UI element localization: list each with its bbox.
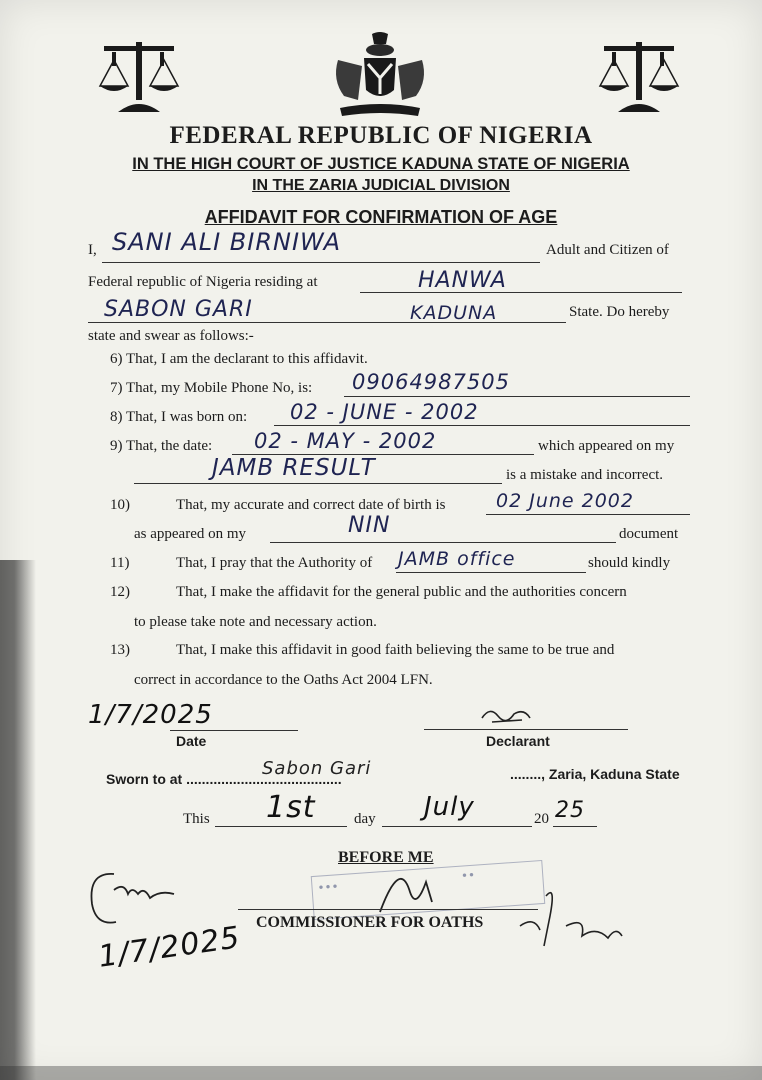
line-month: [382, 826, 532, 827]
clause-10-label: That, my accurate and correct date of birth is: [176, 497, 446, 513]
clause-8-label: 8) That, I was born on:: [110, 409, 248, 425]
handwritten-month: July: [424, 792, 475, 822]
line-commissioner: [238, 909, 538, 910]
handwritten-year: 25: [555, 798, 585, 823]
declarant-signature-icon: [478, 704, 538, 728]
handwritten-residence-1: HANWA: [418, 268, 507, 293]
line-declarant: [424, 729, 628, 730]
clause-10-document: document: [619, 526, 679, 542]
clause-9-appeared: which appeared on my: [538, 438, 675, 454]
clause-12-number: 12): [110, 584, 130, 600]
handwritten-name: SANI ALI BIRNIWA: [112, 228, 342, 256]
bottom-signature-icon: [84, 864, 180, 934]
handwritten-bottom-date: 1/7/2025: [96, 920, 243, 975]
line-correct-dob: [486, 514, 690, 515]
page-shadow-bottom: [0, 1066, 762, 1080]
label-commissioner: COMMISSIONER FOR OATHS: [256, 914, 484, 931]
label-adult-citizen: Adult and Citizen of: [546, 242, 669, 258]
clause-9-label: 9) That, the date:: [110, 438, 213, 454]
label-this: This: [183, 811, 210, 827]
coat-of-arms-icon: [328, 30, 432, 120]
label-sworn-to-at: Sworn to at ........................................: [106, 771, 342, 787]
scales-of-justice-icon: [98, 38, 180, 114]
commissioner-date-signature-icon: [516, 886, 626, 956]
line-born-on: [274, 425, 690, 426]
commissioner-signature-icon: [370, 862, 450, 922]
line-phone: [344, 396, 690, 397]
handwritten-correct-dob: 02 June 2002: [496, 490, 634, 512]
clause-11-number: 11): [110, 555, 130, 571]
handwritten-document: NIN: [348, 513, 391, 538]
scales-of-justice-icon: [598, 38, 680, 114]
handwritten-phone: 09064987505: [352, 370, 510, 394]
handwritten-authority: JAMB office: [398, 548, 516, 570]
label-state-swear: State. Do hereby: [569, 304, 670, 320]
heading-affidavit: AFFIDAVIT FOR CONFIRMATION OF AGE: [204, 207, 558, 227]
clause-13-cont: correct in accordance to the Oaths Act 2004 LFN.: [134, 672, 433, 688]
handwritten-sworn-place: Sabon Gari: [262, 758, 372, 779]
clause-10-appeared-on: as appeared on my: [134, 526, 247, 542]
clause-6: 6) That, I am the declarant to this affidavit.: [110, 351, 368, 367]
label-state-and-swear: state and swear as follows:-: [88, 328, 254, 344]
clause-12-cont: to please take note and necessary action.: [134, 614, 377, 630]
handwritten-residence-2: SABON GARI: [104, 297, 253, 322]
heading-high-court: IN THE HIGH COURT OF JUSTICE KADUNA STATE OF NIGERIA: [132, 155, 630, 173]
clause-11-label: That, I pray that the Authority of: [176, 555, 373, 571]
handwritten-birth-date: 02 - JUNE - 2002: [290, 400, 479, 424]
clause-7-label: 7) That, my Mobile Phone No, is:: [110, 380, 313, 396]
label-declarant: Declarant: [486, 733, 550, 749]
label-before-me: BEFORE ME: [338, 849, 434, 866]
heading-judicial-division: IN THE ZARIA JUDICIAL DIVISION: [252, 177, 510, 194]
line-year: [553, 826, 597, 827]
handwritten-day: 1st: [266, 790, 316, 825]
commissioner-stamp: ● ● ● ● ●: [311, 860, 546, 920]
clause-13-label: That, I make this affidavit in good faith believing the same to be true and: [176, 642, 615, 658]
handwritten-date: 1/7/2025: [88, 700, 213, 730]
label-residing: Federal republic of Nigeria residing at: [88, 274, 318, 290]
line-day: [215, 826, 347, 827]
clause-11-kindly: should kindly: [588, 555, 671, 571]
line-name: [102, 262, 540, 263]
clause-9-mistake: is a mistake and incorrect.: [506, 467, 664, 483]
line-residence: [360, 292, 682, 293]
label-day: day: [354, 811, 376, 827]
line-authority: [396, 572, 586, 573]
heading-federal-republic: FEDERAL REPUBLIC OF NIGERIA: [169, 122, 593, 149]
page-shadow: [0, 560, 36, 1080]
label-sworn-location: ........, Zaria, Kaduna State: [510, 766, 680, 782]
clause-12-label: That, I make the affidavit for the general public and the authorities concern: [176, 584, 627, 600]
clause-10-number: 10): [110, 497, 130, 513]
handwritten-wrong-date: 02 - MAY - 2002: [254, 429, 437, 453]
handwritten-state: KADUNA: [410, 302, 498, 324]
clause-13-number: 13): [110, 642, 130, 658]
handwritten-appeared-in: JAMB RESULT: [212, 455, 376, 481]
label-date: Date: [176, 733, 207, 749]
line-date: [170, 730, 298, 731]
line-appeared-in: [134, 483, 502, 484]
label-year-prefix: 20: [534, 811, 549, 827]
line-document: [270, 542, 616, 543]
label-i: I,: [88, 242, 97, 258]
